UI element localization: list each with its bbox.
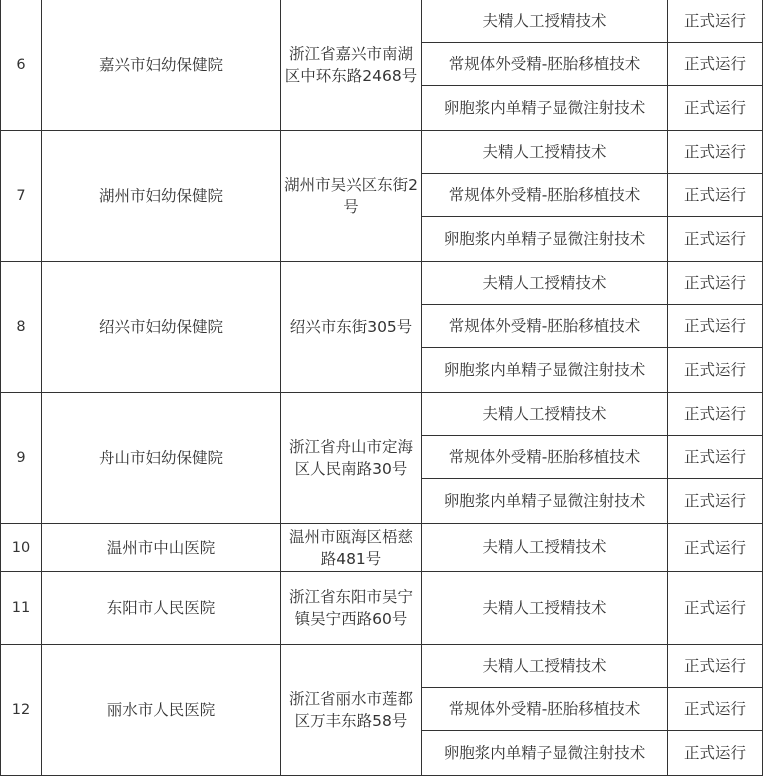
status-cell: 正式运行 [668, 86, 763, 131]
table-row [1, 0, 763, 43]
hospital-address: 温州市瓯海区梧慈路481号 [281, 524, 422, 572]
table-row [1, 572, 763, 645]
status-cell: 正式运行 [668, 524, 763, 572]
technology-cell: 夫精人工授精技术 [422, 0, 668, 43]
technology-cell: 夫精人工授精技术 [422, 262, 668, 305]
hospital-name: 温州市中山医院 [42, 524, 281, 572]
technology-cell: 夫精人工授精技术 [422, 645, 668, 688]
status-cell: 正式运行 [668, 305, 763, 348]
status-cell: 正式运行 [668, 174, 763, 217]
hospital-name: 绍兴市妇幼保健院 [42, 262, 281, 393]
status-cell: 正式运行 [668, 436, 763, 479]
technology-cell: 卵胞浆内单精子显微注射技术 [422, 217, 668, 262]
row-number: 10 [1, 524, 42, 572]
status-cell: 正式运行 [668, 645, 763, 688]
status-cell: 正式运行 [668, 688, 763, 731]
status-cell: 正式运行 [668, 131, 763, 174]
hospital-address: 湖州市吴兴区东街2号 [281, 131, 422, 262]
status-cell: 正式运行 [668, 479, 763, 524]
row-number: 8 [1, 262, 42, 393]
hospital-address: 浙江省舟山市定海区人民南路30号 [281, 393, 422, 524]
status-cell: 正式运行 [668, 731, 763, 776]
row-number: 6 [1, 0, 42, 131]
table-row [1, 131, 763, 174]
technology-cell: 夫精人工授精技术 [422, 131, 668, 174]
row-number: 12 [1, 645, 42, 776]
hospital-address: 浙江省丽水市莲都区万丰东路58号 [281, 645, 422, 776]
technology-cell: 常规体外受精-胚胎移植技术 [422, 174, 668, 217]
status-cell: 正式运行 [668, 217, 763, 262]
status-cell: 正式运行 [668, 0, 763, 43]
technology-cell: 夫精人工授精技术 [422, 393, 668, 436]
status-cell: 正式运行 [668, 43, 763, 86]
row-number: 7 [1, 131, 42, 262]
hospital-name: 嘉兴市妇幼保健院 [42, 0, 281, 131]
status-cell: 正式运行 [668, 393, 763, 436]
status-cell: 正式运行 [668, 262, 763, 305]
hospital-name: 舟山市妇幼保健院 [42, 393, 281, 524]
table-row [1, 262, 763, 305]
technology-cell: 卵胞浆内单精子显微注射技术 [422, 731, 668, 776]
table-row [1, 393, 763, 436]
technology-cell: 夫精人工授精技术 [422, 524, 668, 572]
technology-cell: 常规体外受精-胚胎移植技术 [422, 305, 668, 348]
table-row [1, 524, 763, 572]
hospital-address: 浙江省东阳市吴宁镇吴宁西路60号 [281, 572, 422, 645]
row-number: 11 [1, 572, 42, 645]
technology-cell: 卵胞浆内单精子显微注射技术 [422, 479, 668, 524]
hospital-address: 浙江省嘉兴市南湖区中环东路2468号 [281, 0, 422, 131]
table-row [1, 645, 763, 688]
technology-cell: 常规体外受精-胚胎移植技术 [422, 436, 668, 479]
hospital-address: 绍兴市东街305号 [281, 262, 422, 393]
technology-cell: 卵胞浆内单精子显微注射技术 [422, 348, 668, 393]
technology-cell: 夫精人工授精技术 [422, 572, 668, 645]
hospital-name: 湖州市妇幼保健院 [42, 131, 281, 262]
hospital-name: 东阳市人民医院 [42, 572, 281, 645]
row-number: 9 [1, 393, 42, 524]
hospital-name: 丽水市人民医院 [42, 645, 281, 776]
technology-cell: 常规体外受精-胚胎移植技术 [422, 43, 668, 86]
status-cell: 正式运行 [668, 348, 763, 393]
status-cell: 正式运行 [668, 572, 763, 645]
technology-cell: 常规体外受精-胚胎移植技术 [422, 688, 668, 731]
technology-cell: 卵胞浆内单精子显微注射技术 [422, 86, 668, 131]
